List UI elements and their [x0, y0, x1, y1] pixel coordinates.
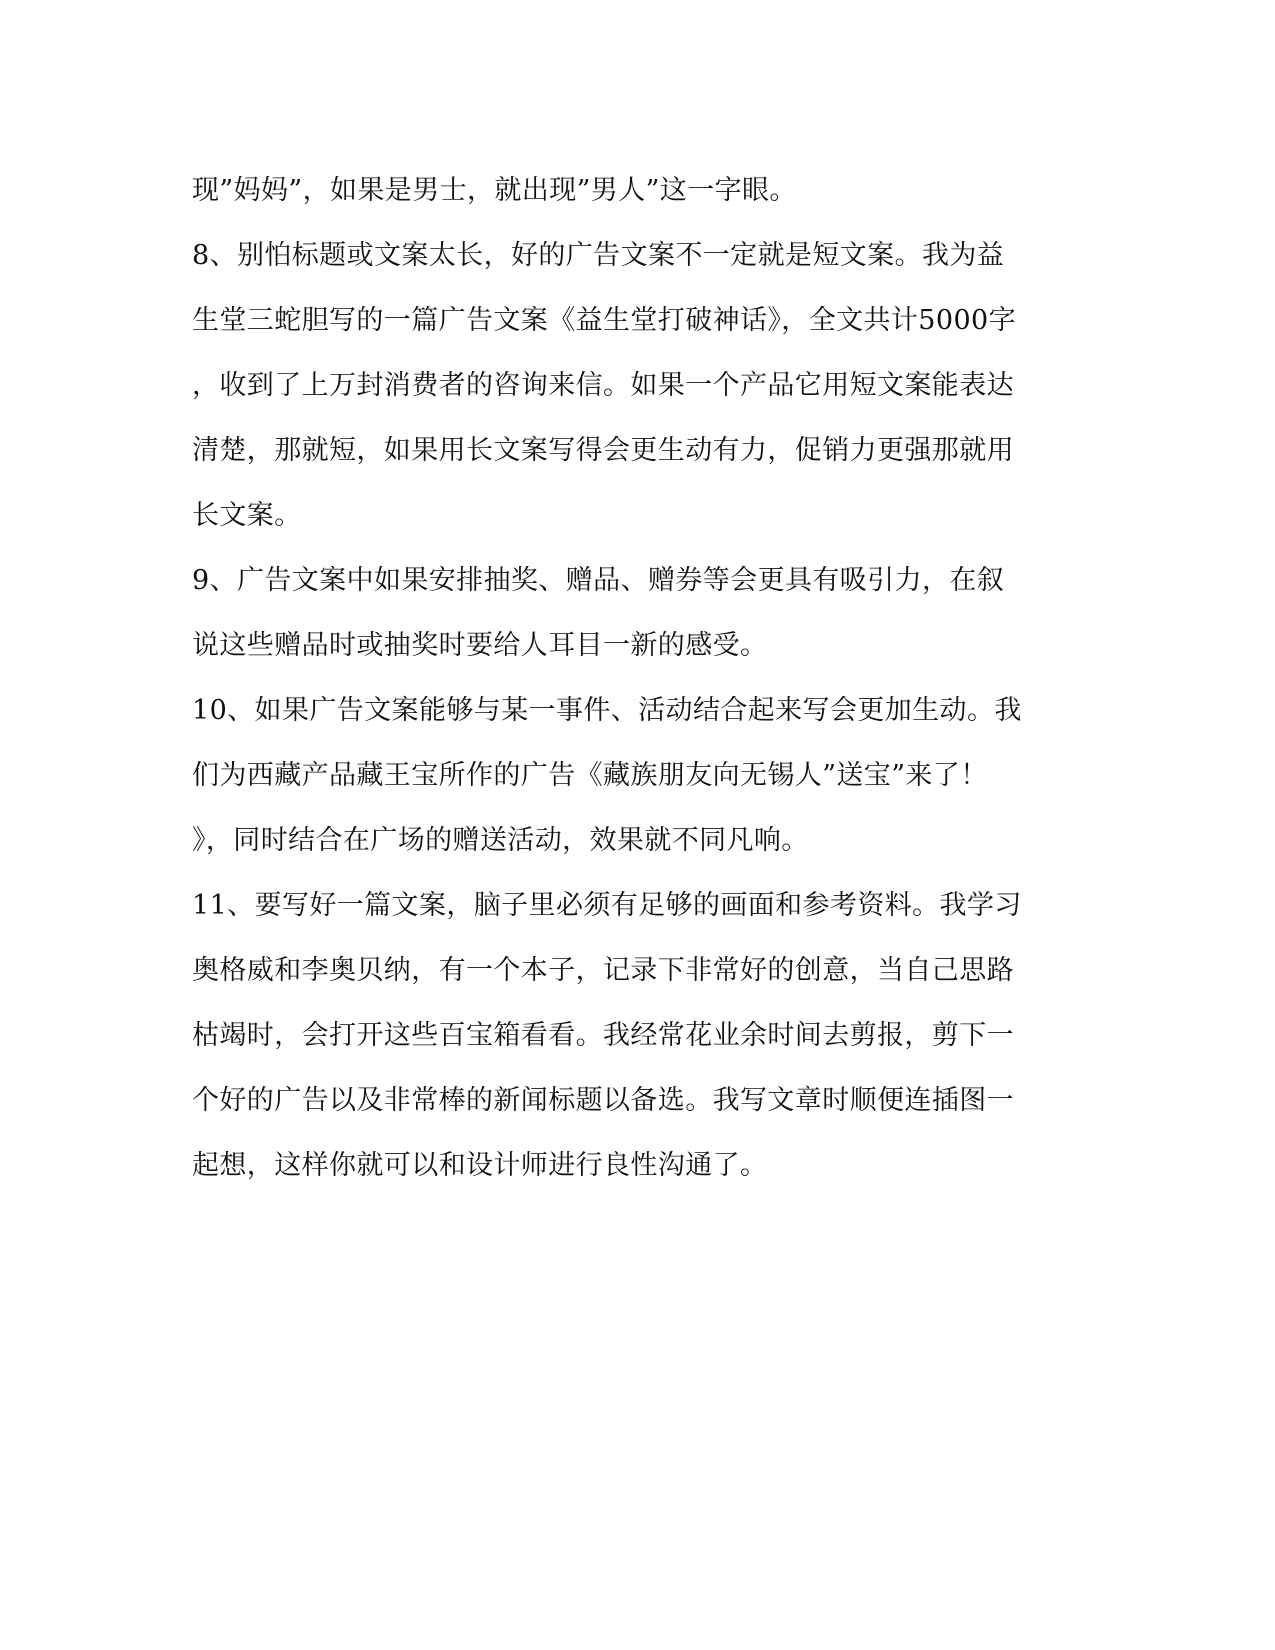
text-line: 现”妈妈”，如果是男士，就出现”男人”这一字眼。 [192, 175, 797, 206]
text-line: 》，同时结合在广场的赠送活动，效果就不同凡响。 [192, 825, 809, 856]
text-line: 个好的广告以及非常棒的新闻标题以备选。我写文章时顺便连插图一 [192, 1085, 1014, 1116]
text-line: 清楚，那就短，如果用长文案写得会更生动有力，促销力更强那就用 [192, 435, 1014, 466]
text-line: 11、要写好一篇文案，脑子里必须有足够的画面和参考资料。我学习 [192, 890, 1022, 921]
body-text [192, 158, 1072, 1198]
text-line: 长文案。 [192, 500, 302, 531]
text-line: 奥格威和李奥贝纳，有一个本子，记录下非常好的创意，当自己思路 [192, 955, 1014, 986]
text-line: 10、如果广告文案能够与某一事件、活动结合起来写会更加生动。我 [192, 695, 1022, 726]
text-line: 说这些赠品时或抽奖时要给人耳目一新的感受。 [192, 630, 768, 661]
text-line: 8、别怕标题或文案太长，好的广告文案不一定就是短文案。我为益 [192, 240, 1005, 271]
text-line: 9、广告文案中如果安排抽奖、赠品、赠券等会更具有吸引力，在叙 [192, 565, 1005, 596]
text-line: 起想，这样你就可以和设计师进行良性沟通了。 [192, 1150, 768, 1181]
text-line: 枯竭时，会打开这些百宝箱看看。我经常花业余时间去剪报，剪下一 [192, 1020, 1014, 1051]
text-line: 们为西藏产品藏王宝所作的广告《藏族朋友向无锡人”送宝”来了！ [192, 760, 988, 791]
text-line: 生堂三蛇胆写的一篇广告文案《益生堂打破神话》，全文共计5000字 [192, 305, 1017, 336]
text-line: ，收到了上万封消费者的咨询来信。如果一个产品它用短文案能表达 [192, 370, 1014, 401]
